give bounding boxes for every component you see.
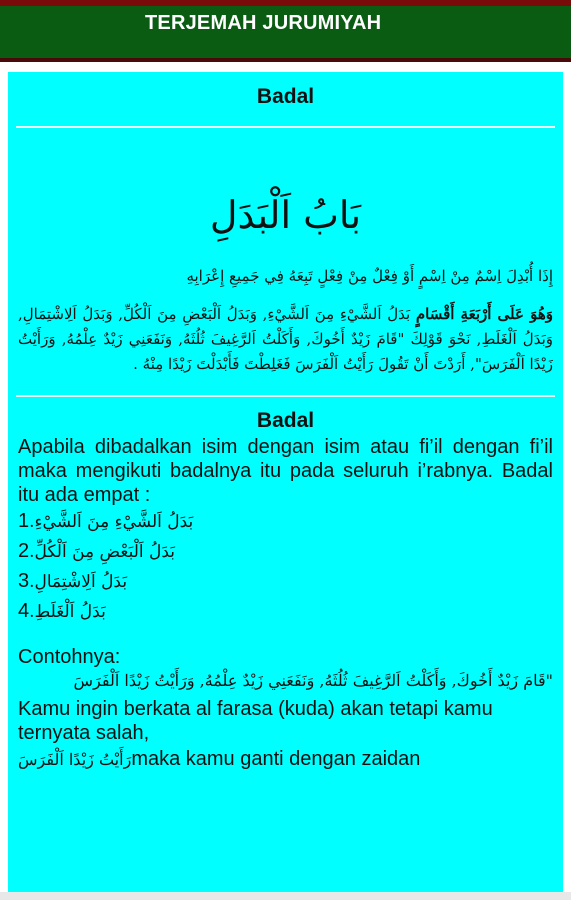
last-line [18, 747, 553, 772]
translation-intro: Apabila dibadalkan isim dengan isim atau fi’il dengan fi’il maka mengikuti badalnya itu pada seluruh i’rabnya. Badal itu ada empat : [18, 436, 553, 506]
bab-title: بَابُ اَلْبَدَلِ [209, 193, 362, 237]
badal-list [18, 507, 553, 627]
kamu-line: Kamu ingin berkata al farasa (kuda) akan tetapi kamu ternyata salah, [18, 698, 493, 744]
list-item: 2بَدَلُ اَلْبَعْضِ مِنَ اَلْكُلِّ. [18, 540, 176, 562]
translation-section-title: Badal [256, 409, 315, 432]
divider [16, 395, 555, 397]
arabic-section-title: Badal [256, 85, 315, 108]
app-title: TERJEMAH JURUMIYAH [145, 12, 382, 34]
divider [16, 126, 555, 128]
list-item-arabic: بَدَلُ اَلْغَلَطِ. [29, 602, 106, 622]
arabic-paragraph-2-rest: بَدَلُ اَلشَّيْءِ مِنَ اَلشَّيْءِ, وَبَدَلُ اَلْبَعْضِ مِنَ اَلْكُلِّ, وَبَدَلُ اَلِاشْتِمَالِ, وَبَدَلُ اَلْغَلَطِ, نَحْوَ قَوْلِكَ "قَامَ زَيْدٌ أَخُوكَ, وَأَكَلْتُ اَلرَّغِيفَ ثُلُثَهُ, وَنَفَعَنِي زَيْدٌ عِلْمُهُ, وَرَأَيْتُ زَيْدًا اَلْفَرَسَ", أَرَدْتَ أَنْ تَقُولَ رَأَيْتُ اَلْفَرَسَ فَغَلِطْتَ فَأَبْدَلْتَ زَيْدًا مِنْهُ . [18, 305, 553, 373]
last-line-text: maka kamu ganti dengan zaidan [131, 748, 421, 770]
content-panel[interactable] [8, 72, 563, 892]
contoh-label: Contohnya: [18, 646, 121, 668]
list-item-arabic: بَدَلُ اَلِاشْتِمَالِ. [29, 572, 128, 592]
bottom-bar [0, 892, 571, 900]
arabic-paragraph-2-bold: وَهُوَ عَلَى أَرْبَعَةِ أَقْسَامٍ [415, 305, 553, 323]
contoh-arabic: "قَامَ زَيْدٌ أَخُوكَ, وَأَكَلْتُ اَلرَّغِيفَ ثُلُثَهُ, وَنَفَعَنِي زَيْدٌ عِلْمُهُ, وَرَأَيْتُ زَيْدًا اَلْفَرَسَ [73, 671, 553, 690]
list-item: 4بَدَلُ اَلْغَلَطِ. [18, 600, 106, 622]
list-item: 3بَدَلُ اَلِاشْتِمَالِ. [18, 570, 128, 592]
list-item: 1بَدَلُ اَلشَّيْءِ مِنَ اَلشَّيْءِ. [18, 510, 194, 532]
list-item-arabic: بَدَلُ اَلْبَعْضِ مِنَ اَلْكُلِّ. [29, 542, 176, 562]
arabic-paragraph-1: إِذَا أُبْدِلَ اِسْمٌ مِنْ اِسْمٍ أَوْ فِعْلٌ مِنْ فِعْلٍ تَبِعَهُ فِي جَمِيعِ إِعْرَابِهِ [186, 267, 553, 285]
last-line-arabic: رَأَيْتُ زَيْدًا اَلْفَرَسَ [18, 750, 132, 769]
app-header [0, 6, 571, 62]
arabic-paragraph-2 [18, 302, 553, 377]
list-item-arabic: بَدَلُ اَلشَّيْءِ مِنَ اَلشَّيْءِ. [29, 512, 194, 532]
